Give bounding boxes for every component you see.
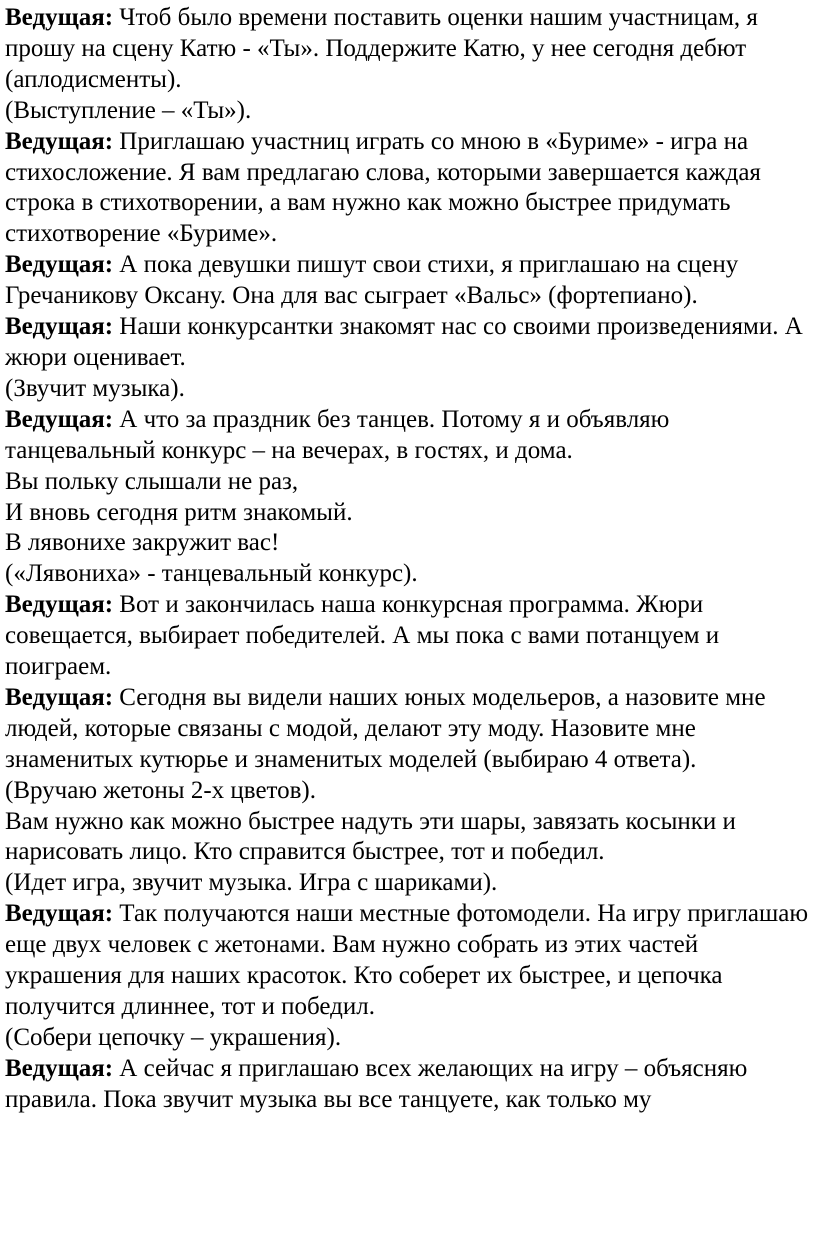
paragraph-16 [5, 868, 812, 899]
stage-direction: (Выступление – «Ты»). [5, 96, 252, 124]
paragraph-text: Чтоб было времени поставить оценки нашим участницам, я прошу на сцену Катю - «Ты». Поддержите Катю, у нее сегодня дебют (аплодисменты). [5, 4, 758, 93]
paragraph-text: Сегодня вы видели наших юных модельеров, а назовите мне людей, которые связаны с модой, делают эту моду. Назовите мне знаменитых кутюрье и знаменитых моделей (выбираю 4 ответа). [5, 683, 766, 773]
paragraph-11 [5, 559, 812, 590]
paragraph-14 [5, 776, 812, 807]
speaker-label: Ведущая: [5, 313, 114, 341]
stage-direction: (Собери цепочку – украшения). [5, 1023, 342, 1051]
speaker-label: Ведущая: [5, 900, 114, 928]
speaker-label: Ведущая: [5, 4, 114, 31]
speaker-label: Ведущая: [5, 1054, 114, 1082]
paragraph-text: Приглашаю участниц играть со мною в «Буриме» - игра на стихосложение. Я вам предлагаю слова, которыми завершается каждая строка в стихотворении, а вам нужно как можно быстрее придумать стихотворение «Буриме». [5, 127, 761, 248]
paragraph-18 [5, 1023, 812, 1054]
paragraph-text: А пока девушки пишут свои стихи, я приглашаю на сцену Гречаникову Оксану. Она для вас сыграет «Вальс» (фортепиано). [5, 251, 739, 310]
paragraph-2 [5, 96, 812, 127]
paragraph-text: Наши конкурсантки знакомят нас со своими произведениями. А жюри оценивает. [5, 313, 803, 371]
paragraph-5 [5, 312, 812, 374]
poem-line-1 [5, 467, 812, 498]
paragraph-15 [5, 807, 812, 869]
stage-direction: (Идет игра, звучит музыка. Игра с шариками). [5, 869, 498, 897]
paragraph-1 [5, 3, 812, 96]
speaker-label: Ведущая: [5, 127, 114, 155]
paragraph-12 [5, 590, 812, 683]
speaker-label: Ведущая: [5, 591, 114, 619]
poem-line-text: Вы польку слышали не раз, [5, 467, 299, 495]
paragraph-text: Вам нужно как можно быстрее надуть эти шары, завязать косынки и нарисовать лицо. Кто справится быстрее, тот и победил. [5, 807, 736, 866]
paragraph-7 [5, 405, 812, 467]
speaker-label: Ведущая: [5, 251, 114, 279]
poem-line-text: И вновь сегодня ритм знакомый. [5, 498, 353, 526]
stage-direction: (Вручаю жетоны 2-х цветов). [5, 776, 317, 804]
poem-line-2 [5, 498, 812, 529]
paragraph-19 [5, 1054, 812, 1116]
paragraph-17 [5, 899, 812, 1023]
paragraph-6 [5, 374, 812, 405]
stage-direction: («Лявониха» - танцевальный конкурс). [5, 560, 418, 588]
poem-line-3 [5, 528, 812, 559]
paragraph-text: Вот и закончилась наша конкурсная программа. Жюри совещается, выбирает победителей. А мы пока с вами потанцуем и поиграем. [5, 591, 720, 681]
speaker-label: Ведущая: [5, 683, 114, 711]
paragraph-4 [5, 250, 812, 312]
paragraph-13 [5, 683, 812, 776]
stage-direction: (Звучит музыка). [5, 374, 185, 402]
paragraph-3 [5, 127, 812, 251]
paragraph-text: А сейчас я приглашаю всех желающих на игру – объясняю правила. Пока звучит музыка вы все танцуете, как только му [5, 1054, 748, 1113]
poem-line-text: В лявонихе закружит вас! [5, 529, 280, 557]
speaker-label: Ведущая: [5, 405, 114, 433]
paragraph-text: Так получаются наши местные фотомодели. На игру приглашаю еще двух человек с жетонами. Вам нужно собрать из этих частей украшения для наших красоток. Кто соберет их быстрее, и цепочка получится длиннее, тот и победил. [5, 900, 809, 1020]
paragraph-text: А что за праздник без танцев. Потому я и объявляю танцевальный конкурс – на вечерах, в гостях, и дома. [5, 405, 670, 464]
